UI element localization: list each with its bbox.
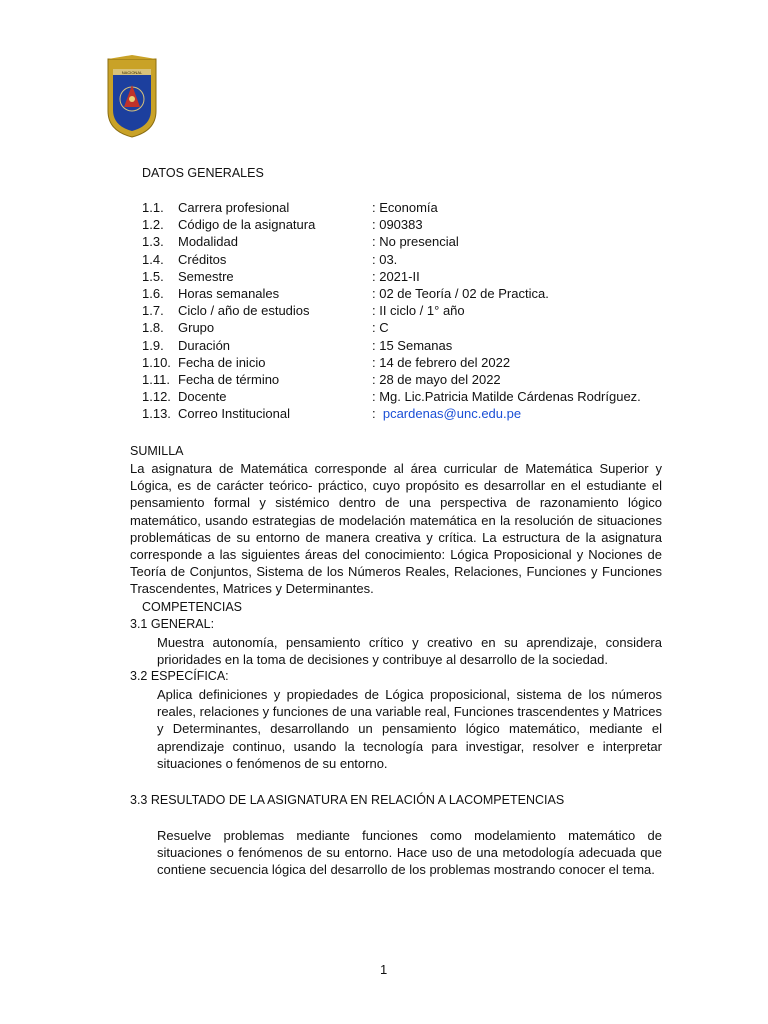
row-number: 1.2. bbox=[142, 217, 164, 233]
datos-generales-table bbox=[142, 199, 641, 423]
row-value: : Economía bbox=[372, 200, 438, 215]
row-number: 1.7. bbox=[142, 303, 164, 319]
competencia-general-text: Muestra autonomía, pensamiento crítico y creativo en su aprendizaje, considera prioridades en la toma de decisiones y contribuye al desarrollo de la sociedad. bbox=[157, 635, 662, 668]
row-label: Correo Institucional bbox=[178, 406, 290, 422]
university-seal-icon bbox=[104, 55, 160, 139]
row-number: 1.5. bbox=[142, 268, 164, 284]
table-row bbox=[142, 302, 641, 319]
row-number: 1.1. bbox=[142, 200, 164, 215]
row-number: 1.11. bbox=[142, 372, 170, 388]
row-value: : 03. bbox=[372, 251, 398, 267]
table-row bbox=[142, 388, 641, 405]
email-link[interactable]: pcardenas@unc.edu.pe bbox=[382, 406, 522, 422]
datos-generales-title: DATOS GENERALES bbox=[142, 166, 264, 180]
row-number: 1.6. bbox=[142, 286, 164, 302]
competencia-especifica-text: Aplica definiciones y propiedades de Lógica proposicional, sistema de los números reales, relaciones y funciones de una variable real, Funciones trascendentes y Matrices y Determinantes, desarrollando un pensamiento lógico matemático, mediante el aprendizaje continuo, usando la tecnología para investigar, resolver e interpretar situaciones o fenómenos de su entorno. bbox=[157, 687, 662, 771]
sumilla-text: La asignatura de Matemática corresponde al área curricular de Matemática Superior y Lógica, es de carácter teórico- práctico, cuyo propósito es desarrollar en el estudiante el pensamiento formal y sistémico dentro de una perspectiva de razonamiento lógico matemático, usando estrategias de modelación matemática en la resolución de situaciones problemáticas de su entorno de manera creativa y crítica. La estructura de la asignatura corresponde a las siguientes áreas del conocimiento: Lógica Proposicional y Nociones de Teoría de Conjuntos, Sistema de los Números Reales, Relaciones, Funciones y Funciones Trascendentes, Matrices y Determinantes. bbox=[130, 461, 662, 597]
table-row bbox=[142, 319, 641, 336]
table-row bbox=[142, 285, 641, 302]
row-label: Docente bbox=[178, 389, 227, 405]
row-value: : 090383 bbox=[372, 217, 423, 233]
table-row bbox=[142, 199, 641, 216]
row-value: : 14 de febrero del 2022 bbox=[372, 354, 511, 370]
resultado-text: Resuelve problemas mediante funciones como modelamiento matemático de situaciones o fenómenos de su entorno. Hace uso de una metodología adecuada que contiene secuencia lógica del desarrollo de los problemas mostrando conocer el tema. bbox=[157, 828, 662, 878]
sumilla-title: SUMILLA bbox=[130, 444, 184, 458]
row-label: Carrera profesional bbox=[178, 200, 290, 215]
row-label: Modalidad bbox=[178, 234, 238, 250]
table-row bbox=[142, 337, 641, 354]
competencias-title: COMPETENCIAS bbox=[142, 600, 243, 614]
row-label: Duración bbox=[178, 337, 231, 353]
row-label: Semestre bbox=[178, 268, 234, 284]
row-value: : 28 de mayo del 2022 bbox=[372, 372, 501, 388]
row-value: : 2021-II bbox=[372, 268, 420, 284]
row-number: 1.4. bbox=[142, 251, 164, 267]
row-label: Fecha de inicio bbox=[178, 354, 266, 370]
row-label: Grupo bbox=[178, 320, 215, 336]
row-value: : No presencial bbox=[372, 234, 459, 250]
row-label: Créditos bbox=[178, 251, 227, 267]
resultado-title: 3.3 RESULTADO DE LA ASIGNATURA EN RELACIÓN A LACOMPETENCIAS bbox=[130, 793, 565, 807]
row-number: 1.12. bbox=[142, 389, 171, 405]
row-label: Horas semanales bbox=[178, 286, 280, 302]
competencia-general-title: 3.1 GENERAL: bbox=[130, 617, 215, 631]
competencia-especifica-title: 3.2 ESPECÍFICA: bbox=[130, 669, 229, 683]
row-number: 1.3. bbox=[142, 234, 164, 250]
table-row bbox=[142, 354, 641, 371]
row-label: Fecha de término bbox=[178, 372, 280, 388]
row-value: : C bbox=[372, 320, 389, 336]
table-row bbox=[142, 371, 641, 388]
row-label: Código de la asignatura bbox=[178, 217, 316, 233]
row-label: Ciclo / año de estudios bbox=[178, 303, 310, 319]
email-prefix: : bbox=[372, 406, 383, 422]
row-number: 1.10. bbox=[142, 354, 171, 370]
row-number: 1.13. bbox=[142, 406, 171, 422]
row-value: : 15 Semanas bbox=[372, 337, 453, 353]
page-number: 1 bbox=[380, 962, 388, 977]
row-number: 1.8. bbox=[142, 320, 164, 336]
row-value: : 02 de Teoría / 02 de Practica. bbox=[372, 286, 549, 302]
table-row bbox=[142, 251, 641, 268]
seal-band-text: NACIONAL bbox=[121, 70, 143, 75]
row-value: : II ciclo / 1° año bbox=[372, 303, 465, 319]
row-value: : Mg. Lic.Patricia Matilde Cárdenas Rodríguez. bbox=[372, 389, 641, 405]
table-row bbox=[142, 405, 641, 422]
table-row bbox=[142, 216, 641, 233]
row-number: 1.9. bbox=[142, 337, 164, 353]
table-row bbox=[142, 268, 641, 285]
row-value bbox=[372, 405, 641, 422]
table-row bbox=[142, 233, 641, 250]
